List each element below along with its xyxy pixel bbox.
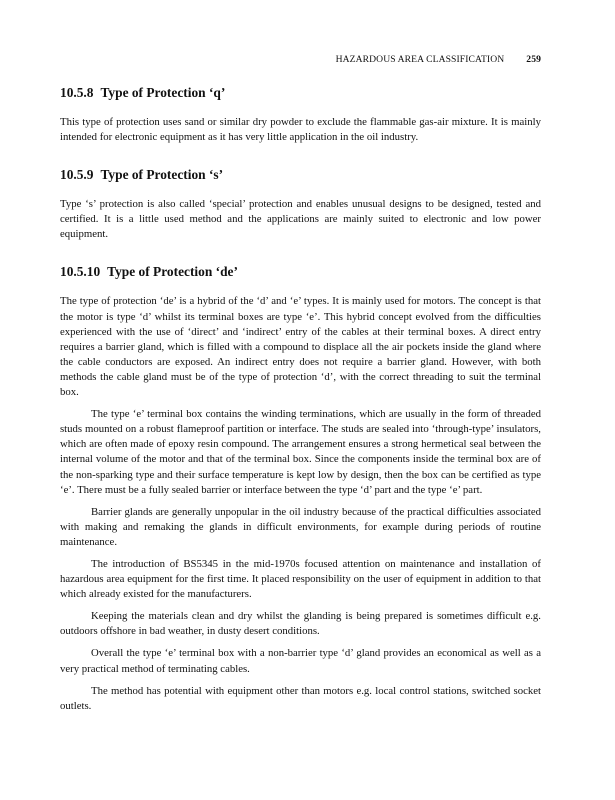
section-number: 10.5.8: [60, 85, 94, 100]
section-title: Type of Protection ‘s’: [100, 167, 224, 183]
section-10-5-9: [60, 167, 541, 242]
section-title: Type of Protection ‘de’: [107, 264, 238, 280]
running-head: [60, 54, 541, 65]
section-title: Type of Protection ‘q’: [100, 85, 226, 100]
paragraph: The type of protection ‘de’ is a hybrid of the ‘d’ and ‘e’ types. It is mainly used for motors. The concept is that the motor is type ‘d’ whilst its terminal boxes are type ‘e’. This hybrid concept evolved from the difficulties experienced with the use of ‘direct’ and ‘indirect’ entry of the cables at their terminal boxes. A direct entry requires a barrier gland, which is filled with a compound to displace all the air pockets inside the gland where the cable conductors are exposed. An indirect entry does not require a barrier gland. However, with both methods the cable gland must be of the type of protection ‘d’, with the correct threading to suit the terminal box.: [60, 295, 541, 399]
paragraph: Type ‘s’ protection is also called ‘special’ protection and enables unusual designs to be designed, tested and certified. It is a little used method and the applications are mainly suited to electronic and low power equipment.: [60, 198, 541, 241]
paragraph: This type of protection uses sand or similar dry powder to exclude the flammable gas-air mixture. It is mainly intended for electronic equipment as it has very little application in the oil industry.: [60, 116, 541, 144]
section-heading: [60, 264, 541, 280]
section-heading: [60, 85, 541, 101]
page-number: 259: [526, 54, 541, 65]
paragraph: The introduction of BS5345 in the mid-1970s focused attention on maintenance and installation of hazardous area equipment for the first time. It placed responsibility on the user of equipment in addition to that which already existed for the manufacturers.: [60, 557, 541, 601]
section-10-5-8: [60, 85, 541, 145]
book-page: [60, 54, 541, 736]
section-number: 10.5.9: [60, 167, 94, 183]
paragraph: The method has potential with equipment other than motors e.g. local control stations, switched socket outlets.: [60, 684, 541, 712]
section-number: 10.5.10: [60, 264, 101, 280]
paragraph: Keeping the materials clean and dry whilst the glanding is being prepared is sometimes difficult e.g. outdoors offshore in bad weather, in dusty desert conditions.: [60, 610, 541, 638]
paragraph: Barrier glands are generally unpopular in the oil industry because of the practical difficulties associated with making and remaking the glands in difficult environments, for example during periods of routine maintenance.: [60, 505, 541, 548]
paragraph: The type ‘e’ terminal box contains the winding terminations, which are usually in the form of threaded studs mounted on a robust flameproof partition or interface. The studs are sealed into ‘through-type’ insulators, which are often made of epoxy resin compound. The arrangement ensures a strong hermetical seal between the internal volume of the motor and that of the terminal box. Since the components inside the terminal box are of the non-sparking type and their surface temperature is kept low by design, then the box can be certified as type ‘e’. There must be a fully sealed barrier or interface between the type ‘d’ part and the type ‘e’ part.: [60, 408, 541, 496]
section-10-5-10: [60, 264, 541, 713]
section-heading: [60, 167, 541, 183]
paragraph: Overall the type ‘e’ terminal box with a non-barrier type ‘d’ gland provides an economical as well as a very practical method of terminating cables.: [60, 647, 541, 675]
running-head-title: HAZARDOUS AREA CLASSIFICATION: [335, 54, 505, 65]
